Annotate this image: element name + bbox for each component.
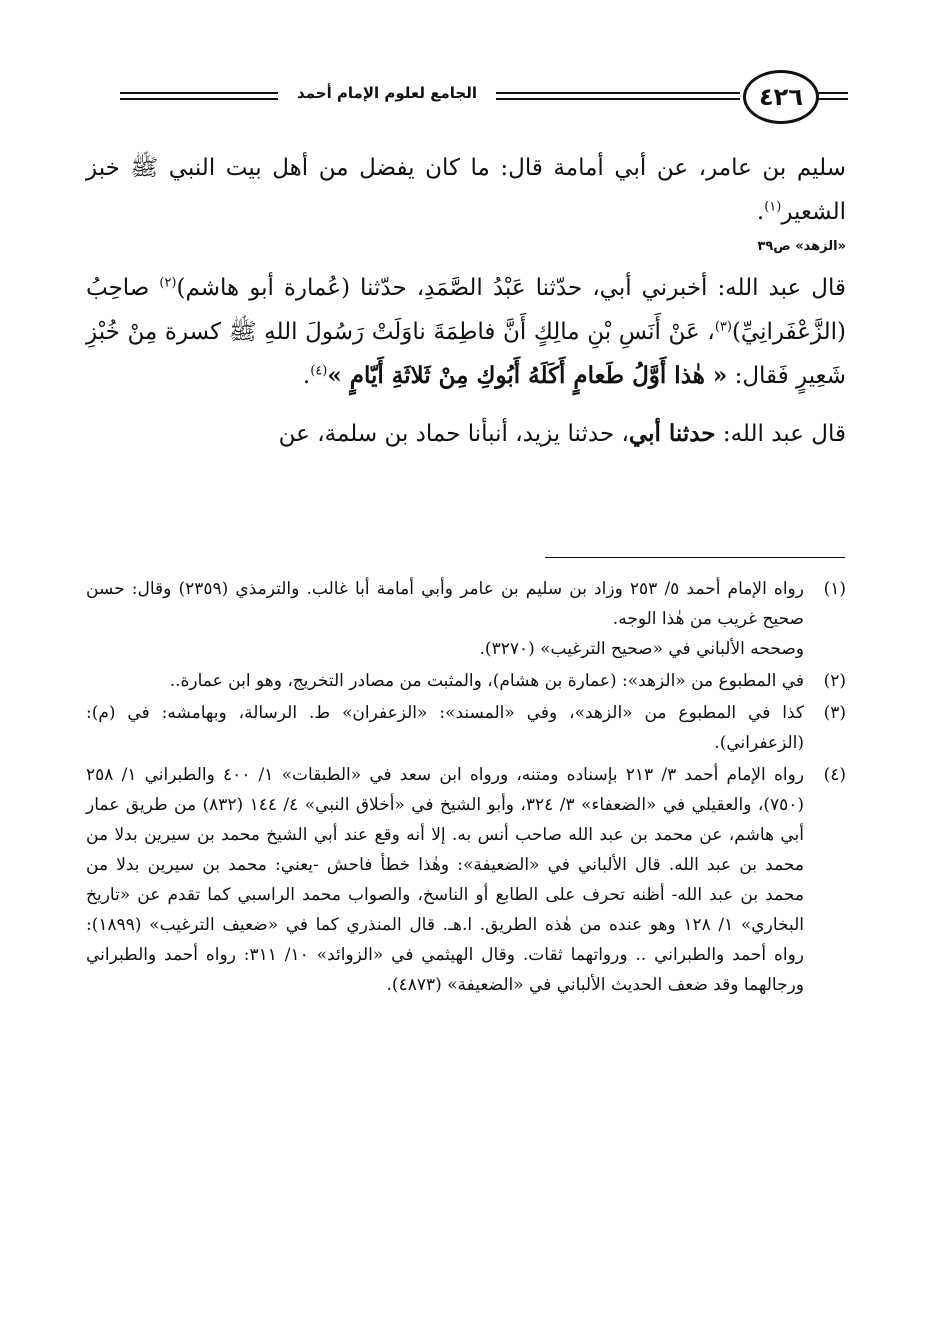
page-number: ٤٢٦ bbox=[743, 70, 819, 124]
footnote-number: (٢) bbox=[823, 671, 846, 691]
footnote-separator bbox=[545, 557, 845, 558]
footnote-ref-2: (٢) bbox=[159, 275, 177, 291]
hadith-2-isnad: قال عبد الله: أخبرني أبي، حدّثنا عَبْدُ الصَّمَدِ، حدّثنا (عُمارة أبو هاشم) bbox=[176, 275, 846, 301]
footnote-1 bbox=[86, 574, 846, 664]
hadith-3-bold: حدثنا أبي bbox=[628, 420, 716, 447]
hadith-2-mid: صاحِبُ (الزَّعْفَرانِيِّ) bbox=[86, 275, 846, 345]
footnote-ref-4: (٤) bbox=[310, 363, 328, 379]
footnote-2 bbox=[86, 666, 846, 696]
book-title: الجامع لعلوم الإمام أحمد bbox=[278, 84, 496, 102]
hadith-2: قال عبد الله: أخبرني أبي، حدّثنا عَبْدُ الصَّمَدِ، حدّثنا (عُمارة أبو هاشم)$^{(٢)}$ صاحِبُ (الزَّعْفَرانِيِّ)$^{(٣)}$، عَنْ أَنَسِ بْنِ مالِكٍ أَنَّ فاطِمَةَ ناوَلَتْ رَسُولَ اللهِ ﷺ كسرة مِنْ خُبْزِ شَعِيرٍ فَقال: « هٰذا أَوَّلُ طَعامٍ أَكَلَهُ أَبُوكِ مِنْ ثَلاثَةِ أَيّامٍ »$^{(٤)}$. bbox=[86, 275, 846, 389]
hadith-1-text: سليم بن عامر، عن أبي أمامة قال: ما كان يفضل من أهل بيت النبي ﷺ خبز الشعير bbox=[86, 155, 846, 225]
footnote-number: (١) bbox=[823, 579, 846, 599]
hadith-1: سليم بن عامر، عن أبي أمامة قال: ما كان يفضل من أهل بيت النبي ﷺ خبز الشعير$^{(١)}$. bbox=[86, 155, 846, 225]
footnote-text: رواه الإمام أحمد ٥/ ٢٥٣ وزاد بن سليم بن عامر وأبي أمامة أبا غالب. والترمذي (٢٣٥٩) وقال: حسن صحيح غريب من هٰذا الوجه. bbox=[86, 579, 804, 629]
page-header bbox=[100, 70, 848, 126]
hadith-3-intro: قال عبد الله: bbox=[715, 421, 846, 447]
footnote-ref-1: (١) bbox=[764, 199, 782, 215]
main-text bbox=[86, 146, 846, 456]
hadith-3-rest: ، حدثنا يزيد، أنبأنا حماد بن سلمة، عن bbox=[278, 421, 629, 447]
footnote-ref-3: (٣) bbox=[714, 319, 732, 335]
header-rule-right bbox=[815, 92, 848, 94]
footnote-number: (٣) bbox=[823, 703, 846, 723]
footnotes bbox=[86, 574, 846, 1002]
footnote-text: وصححه الألباني في «صحيح الترغيب» (٣٢٧٠). bbox=[479, 639, 804, 659]
footnote-text: كذا في المطبوع من «الزهد»، وفي «المسند»: «الزعفران» ط. الرسالة، وبهامشه: في (م): (الزعفراني). bbox=[86, 703, 804, 753]
footnote-4 bbox=[86, 760, 846, 1000]
source-reference: «الزهد» ص٣٩ bbox=[757, 239, 846, 254]
header-rule-right-2 bbox=[815, 98, 848, 100]
footnote-number: (٤) bbox=[823, 765, 846, 785]
hadith-2-cont: ، عَنْ أَنَسِ بْنِ مالِكٍ أَنَّ فاطِمَةَ ناوَلَتْ رَسُولَ اللهِ ﷺ كسرة مِنْ خُبْزِ شَعِيرٍ فَقال: bbox=[86, 319, 846, 389]
footnote-3 bbox=[86, 698, 846, 758]
hadith-2-quote: « هٰذا أَوَّلُ طَعامٍ أَكَلَهُ أَبُوكِ مِنْ ثَلاثَةِ أَيّامٍ » bbox=[327, 362, 728, 389]
hadith-3 bbox=[86, 412, 846, 456]
footnote-text: رواه الإمام أحمد ٣/ ٢١٣ بإسناده ومتنه، ورواه ابن سعد في «الطبقات» ١/ ٤٠٠ والطبراني ١/ ٢٥٨ (٧٥٠)، والعقيلي في «الضعفاء» ٣/ ٣٢٤، وأبو الشيخ في «أخلاق النبي» ٤/ ١٤٤ (٨٣٢) من طريق عمار أبي هاشم، عن محمد بن عبد الله صاحب أنس به. إلا أنه وقع عند أبي الشيخ محمد بن سيرين بدلا من محمد بن عبد الله. قال الألباني في «الضعيفة»: وهٰذا خطأ فاحش -يعني: محمد بن سيرين بدلا من محمد بن عبد الله- أظنه تحرف على الطابع أو الناسخ، والصواب محمد الراسبي كما تقدم عن «تاريخ البخاري» ١/ ١٢٨ وهو عنده من هٰذه الطريق. ا.هـ. قال المنذري كما في «ضعيف الترغيب» (١٨٩٩): رواه أحمد والطبراني .. ورواتهما ثقات. وقال الهيثمي في «الزوائد» ١٠/ ٣١١: رواه أحمد والطبراني ورجالهما وقد ضعف الحديث الألباني في «الضعيفة» (٤٨٧٣). bbox=[86, 765, 805, 995]
footnote-text: في المطبوع من «الزهد»: (عمارة بن هشام)، والمثبت من مصادر التخريج، وهو ابن عمارة.. bbox=[169, 671, 804, 691]
